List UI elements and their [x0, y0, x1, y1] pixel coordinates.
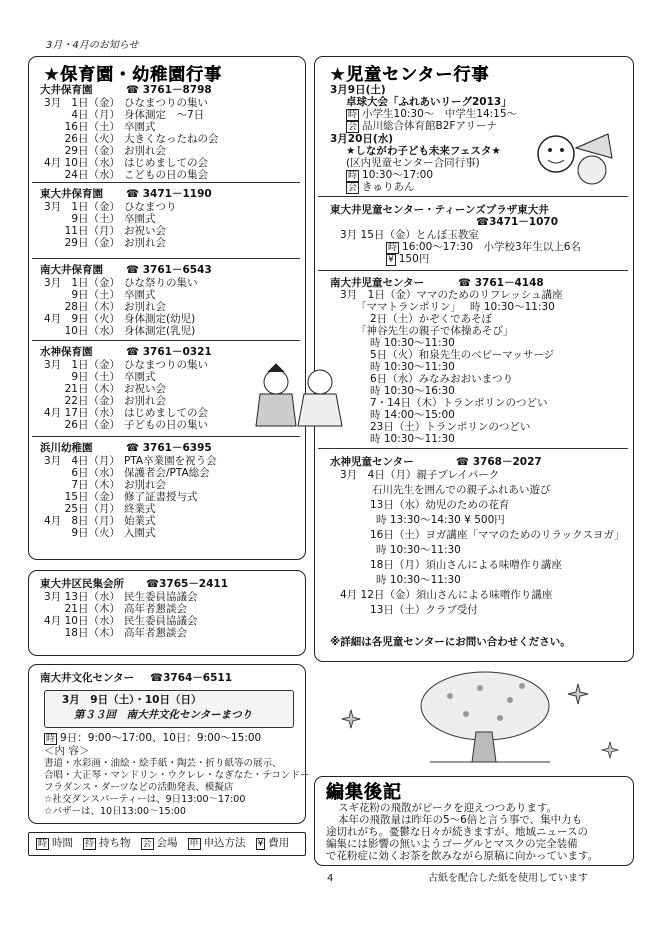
minami-time: 時 10:30～16:30 — [370, 385, 455, 397]
legend-tag: 持 — [85, 839, 95, 849]
event-date: 16日（土） — [64, 121, 120, 133]
tree-illustration-icon — [410, 666, 560, 766]
suijin-event: 4月 12日（金）須山さんによる味噌作り講座 — [340, 589, 553, 601]
event-month: 3月 — [44, 359, 62, 371]
event-date: 9日（土） — [71, 371, 120, 383]
time-tag: 時 — [348, 171, 358, 181]
flower-icon — [566, 682, 590, 706]
event-name: ひなまつりの集い — [124, 97, 208, 109]
editorial-line: 編集には影響の無いようゴーグルとマスクの完全装備 — [326, 838, 578, 850]
divider — [32, 436, 300, 437]
culture-content-line: 書道・水彩画・油絵・絵手紙・陶芸・折り紙等の展示、 — [44, 758, 282, 769]
event-date: 1日（金） — [71, 97, 120, 109]
teens-center-name: 東大井児童センター・ティーンズプラザ東大井 — [330, 204, 549, 216]
event-name: はじめましての会 — [124, 157, 208, 169]
venue-tag: 会 — [348, 183, 358, 193]
legend-label: 持ち物 — [99, 837, 131, 849]
recycled-paper-note: 古紙を配合した紙を使用しています — [428, 873, 588, 884]
event-month: 3月 — [44, 591, 62, 603]
divider — [318, 448, 628, 449]
event-name: 始業式 — [124, 515, 156, 527]
event-date: 29日（金） — [64, 145, 120, 157]
event-name: PTA卒業園を祝う会 — [124, 455, 217, 467]
nursery-title: ★保育園・幼稚園行事 — [44, 65, 223, 85]
page-header: 3月・4月のお知らせ — [46, 40, 139, 51]
event2-date: 3月20日(水) — [330, 133, 394, 145]
event-month: 3月 — [44, 455, 62, 467]
minami-time: 時 10:30～11:30 — [370, 361, 455, 373]
event-name: お祝い会 — [124, 225, 166, 237]
legend — [36, 837, 299, 850]
suijin-center-tel: ☎ 3768－2027 — [456, 456, 542, 468]
minami-time: 時 14:00～15:00 — [370, 409, 455, 421]
minami-center-name: 南大井児童センター — [330, 277, 425, 289]
nursery-name: 水神保育園 — [40, 346, 93, 358]
yen-tag: ¥ — [388, 255, 394, 265]
suijin-event: 3月 4日（月）親子プレイパーク — [340, 469, 500, 481]
suijin-event: 13日（水）幼児のための花育 — [370, 499, 510, 511]
event2-time: 10:30～17:00 — [362, 169, 434, 181]
event-name: 民生委員協議会 — [124, 615, 198, 627]
event-month: 4月 — [44, 407, 62, 419]
event-name: こどもの日の集会 — [124, 169, 208, 181]
event-name: 子どもの日の集い — [124, 419, 208, 431]
event-name: 保護者会/PTA総会 — [124, 467, 210, 479]
event-date: 10日（水） — [64, 157, 120, 169]
event-date: 1日（金） — [71, 277, 120, 289]
event-date: 15日（金） — [64, 491, 120, 503]
nursery-tel: ☎ 3761－0321 — [126, 346, 212, 358]
event-date: 21日（木） — [64, 383, 120, 395]
nursery-tel: ☎ 3761－6543 — [126, 264, 212, 276]
nursery-tel: ☎ 3761－8798 — [126, 84, 212, 96]
nursery-tel: ☎ 3471－1190 — [126, 188, 212, 200]
event-name: 卒園式 — [124, 289, 156, 301]
nursery-name: 南大井保育園 — [40, 264, 103, 276]
minami-event: 7・14日（木）トランポリンのつどい — [370, 397, 548, 409]
children-center-title: ★児童センター行事 — [330, 65, 490, 85]
culture-content-line: 合唱・大正琴・マンドリン・ウクレレ・なぎなた・テコンドー — [44, 770, 310, 781]
nursery-tel: ☎ 3761－6395 — [126, 442, 212, 454]
event-month: 3月 — [44, 201, 62, 213]
event-date: 9日（火） — [71, 313, 120, 325]
mascot-fan-icon — [532, 118, 616, 190]
community-hall-tel: ☎3765－2411 — [146, 578, 229, 590]
minami-time: 時 10:30～11:30 — [370, 433, 455, 445]
event-name: お別れ会 — [124, 237, 166, 249]
minami-event: 3月 1日（金）ママのためのリフレッシュ講座 — [340, 289, 563, 301]
event-name: 身体測定(幼児) — [124, 313, 196, 325]
event-date: 28日（木） — [64, 301, 120, 313]
event-date: 17日（水） — [64, 407, 120, 419]
teens-fee: 150円 — [398, 253, 430, 265]
nursery-name: 大井保育園 — [40, 84, 93, 96]
event-name: 民生委員協議会 — [124, 591, 198, 603]
culture-content-line: ☆社交ダンスパーティーは、9日13:00～17:00 — [44, 794, 246, 805]
teens-center-tel: ☎3471－1070 — [476, 216, 559, 228]
event-name: 高年者懇談会 — [124, 603, 187, 615]
event-name: 修了証書授与式 — [124, 491, 198, 503]
event1-name: 卓球大会「ふれあいリーグ2013」 — [346, 96, 512, 108]
culture-content-line: フラダンス・ダーツなどの活動発表、模擬店 — [44, 782, 234, 793]
event-date: 13日（水） — [64, 591, 120, 603]
editorial-line: 本年の飛散量は昨年の5～6倍と言う事で、集中力も — [338, 814, 583, 826]
event-date: 1日（金） — [71, 201, 120, 213]
legend-label: 時間 — [52, 837, 74, 849]
event-date: 6日（水） — [71, 467, 120, 479]
event-name: 卒園式 — [124, 371, 156, 383]
legend-tag: 時 — [38, 839, 48, 849]
event-name: お祝い会 — [124, 383, 166, 395]
minami-event: 23日（土）トランポリンのつどい — [370, 421, 531, 433]
event-date: 29日（金） — [64, 237, 120, 249]
teens-time: 16:00～17:30 小学校3年生以上6名 — [402, 241, 581, 253]
minami-event: 6日（水）みなみおおいまつり — [370, 373, 514, 385]
venue-tag: 会 — [348, 122, 358, 132]
divider — [32, 182, 300, 183]
event-name: お別れ会 — [124, 395, 166, 407]
event-name: 卒園式 — [124, 213, 156, 225]
event1-date: 3月9日(土) — [330, 84, 386, 96]
event2-place: きゅりあん — [362, 181, 415, 193]
suijin-event: 13日（土）クラブ受付 — [370, 604, 478, 616]
minami-event: 5日（火）和泉先生のベビーマッサージ — [370, 349, 555, 361]
event1-time: 小学生10:30～ 中学生14:15～ — [362, 108, 518, 120]
culture-content-line: ☆バザーは、10日13:00～15:00 — [44, 806, 186, 817]
nursery-name: 東大井保育園 — [40, 188, 103, 200]
event-date: 10日（水） — [64, 325, 120, 337]
minami-time: 時 10:30～11:30 — [470, 301, 555, 313]
editorial-line: 途切れがち。憂鬱な日々が続きますが、地域ニュースの — [326, 826, 588, 838]
event-date: 25日（月） — [64, 503, 120, 515]
event-month: 3月 — [44, 277, 62, 289]
flower-icon — [340, 708, 362, 730]
event-month: 4月 — [44, 515, 62, 527]
editorial-title: 編集後記 — [326, 782, 402, 803]
hina-dolls-icon — [248, 360, 348, 430]
event-date: 21日（木） — [64, 603, 120, 615]
culture-center-tel: ☎3764－6511 — [150, 672, 233, 684]
minami-event: 「神谷先生の親子で体操あそび」 — [356, 325, 514, 337]
culture-content-label: ＜内 容＞ — [44, 745, 90, 757]
event-date: 4日（月） — [71, 109, 120, 121]
suijin-event: 16日（土）ヨガ講座「ママのためのリラックスヨガ」 — [370, 529, 625, 541]
suijin-event: 18日（月）須山さんによる味噌作り講座 — [370, 559, 562, 571]
time-tag: 時 — [46, 734, 56, 744]
event-date: 9日（土） — [71, 213, 120, 225]
event-name: 卒園式 — [124, 121, 156, 133]
event-date: 9日（火） — [71, 527, 120, 539]
event1-place: 品川総合体育館B2Fアリーナ — [362, 120, 498, 132]
event-name: 終業式 — [124, 503, 156, 515]
event-month: 3月 — [44, 97, 62, 109]
event-date: 26日（金） — [64, 419, 120, 431]
culture-center-name: 南大井文化センター — [40, 672, 135, 684]
minami-event: 2日（土）かぞくであそぼ — [370, 313, 493, 325]
nursery-name: 浜川幼稚園 — [40, 442, 93, 454]
event-date: 24日（水） — [64, 169, 120, 181]
event-date: 8日（月） — [71, 515, 120, 527]
divider — [318, 270, 628, 271]
page-number: 4 — [327, 873, 334, 884]
event-date: 1日（金） — [71, 359, 120, 371]
event-name: ひなまつり — [124, 201, 177, 213]
teens-event: 3月 15日（金）とんぼ玉教室 — [340, 229, 479, 241]
editorial-line: で花粉症に効くお茶を飲みながら原稿に向かっています。 — [326, 850, 599, 862]
editorial-line: スギ花粉の飛散がピークを迎えつつあります。 — [338, 802, 558, 814]
event-month: 4月 — [44, 157, 62, 169]
legend-tag: 会 — [142, 839, 152, 849]
suijin-event: 時 13:30～14:30 ¥ 500円 — [376, 514, 505, 526]
legend-tag: ¥ — [257, 839, 264, 849]
event-date: 9日（土） — [71, 289, 120, 301]
minami-center-tel: ☎ 3761－4148 — [458, 277, 544, 289]
legend-label: 申込方法 — [203, 837, 246, 849]
flower-icon — [600, 740, 620, 760]
event-date: 11日（月） — [64, 225, 120, 237]
event-name: お別れ会 — [124, 479, 166, 491]
event-name: 身体測定(乳児) — [124, 325, 196, 337]
suijin-event: 時 10:30～11:30 — [376, 574, 461, 586]
time-tag: 時 — [348, 110, 358, 120]
divider — [318, 196, 628, 197]
legend-label: 会場 — [156, 837, 178, 849]
divider — [32, 258, 300, 259]
event-name: 大きくなったねの会 — [124, 133, 219, 145]
event-date: 4日（月） — [71, 455, 120, 467]
legend-label: 費用 — [268, 837, 290, 849]
suijin-event: 石川先生を囲んでの親子ふれあい遊び — [372, 484, 551, 496]
event-date: 22日（金） — [64, 395, 120, 407]
community-hall-name: 東大井区民集会所 — [40, 578, 124, 590]
suijin-event: 時 10:30～11:30 — [376, 544, 461, 556]
event-name: ひな祭りの集い — [124, 277, 198, 289]
divider — [32, 340, 300, 341]
event-name: 入園式 — [124, 527, 156, 539]
event-date: 26日（火） — [64, 133, 120, 145]
event-name: お別れ会 — [124, 301, 166, 313]
culture-festival-time-text: 9日：9:00～17:00、10日：9:00～15:00 — [60, 732, 262, 744]
event-name: ひなまつりの集い — [124, 359, 208, 371]
event-month: 4月 — [44, 615, 62, 627]
culture-festival-title: 第３３回 南大井文化センターまつり — [74, 709, 253, 721]
suijin-center-name: 水神児童センター — [330, 456, 414, 468]
event-name: はじめましての会 — [124, 407, 208, 419]
event-date: 7日（木） — [71, 479, 120, 491]
time-tag: 時 — [388, 243, 398, 253]
event2-sub: (区内児童センター合同行事) — [346, 157, 480, 169]
event-date: 18日（木） — [64, 627, 120, 639]
minami-event: 「ママトランポリン」 — [356, 301, 461, 313]
event2-name: ★しながわ子ども未来フェスタ★ — [346, 145, 501, 157]
event-date: 10日（水） — [64, 615, 120, 627]
culture-festival-date: 3月 9日（土）・10日（日） — [62, 694, 202, 706]
legend-tag: 申 — [189, 839, 199, 849]
inquiry-note: ※詳細は各児童センターにお問い合わせください。 — [330, 636, 571, 648]
event-name: 高年者懇談会 — [124, 627, 187, 639]
minami-time: 時 10:30～11:30 — [370, 337, 455, 349]
event-name: お別れ会 — [124, 145, 166, 157]
event-month: 4月 — [44, 313, 62, 325]
culture-festival-time — [44, 732, 261, 745]
event-name: 身体測定 ～7日 — [124, 109, 205, 121]
